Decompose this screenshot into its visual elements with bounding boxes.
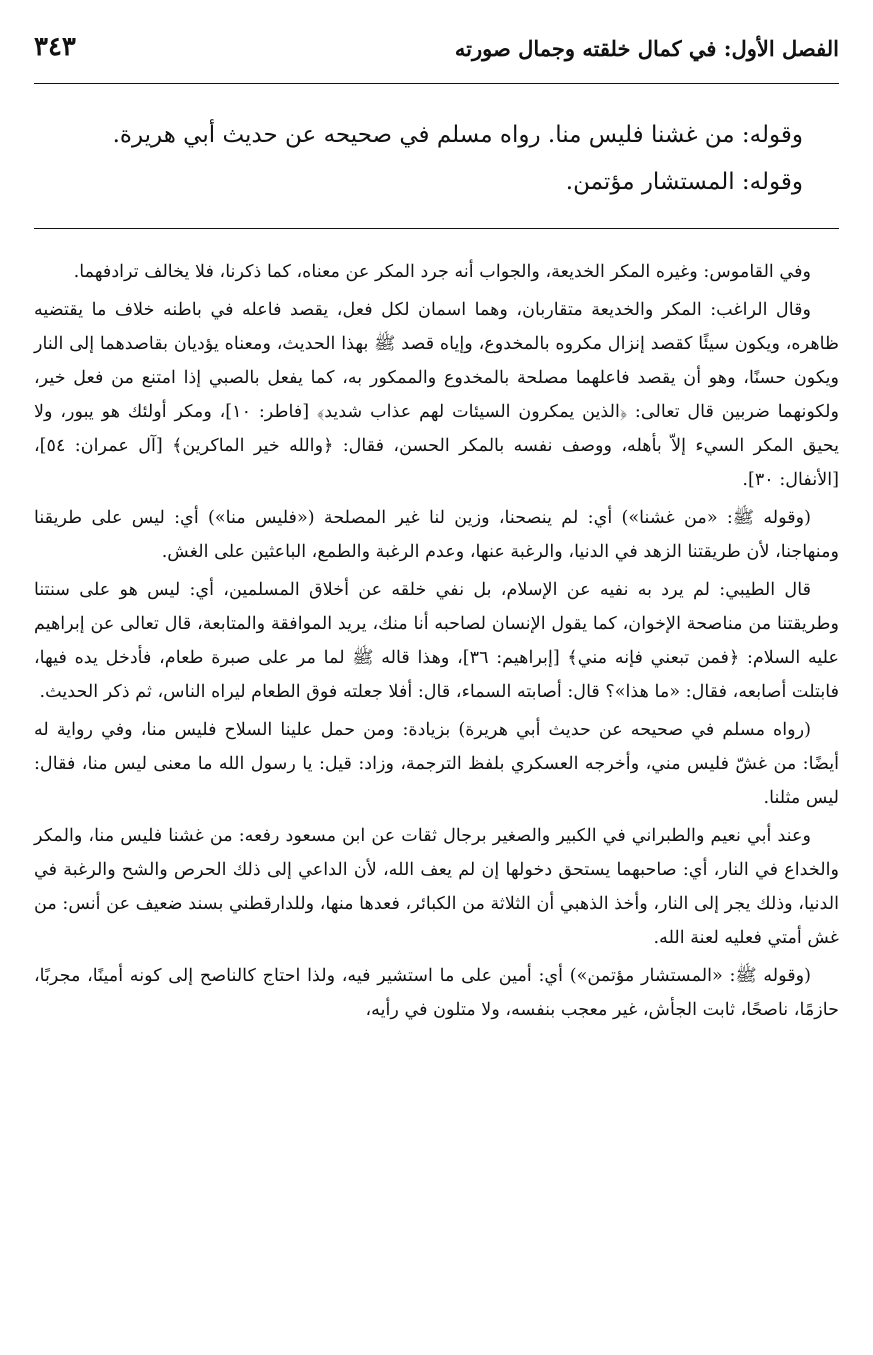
commentary-paragraph: وعند أبي نعيم والطبراني في الكبير والصغير برجال ثقات عن ابن مسعود رفعه: من غشنا فليس منا، والمكر والخداع في النار، أي: صاحبهما يستحق دخولها إن لم يعف الله، لأن الداعي إلى ذلك الحرص والشح والرغبة في الدنيا، وذلك يجر إلى النار، وأخذ الذهبي أن الثلاثة من الكبائر، فعدها منها، وللدارقطني بسند ضعيف عن أنس: من غش أمتي فعليه لعنة الله. (34, 826, 839, 948)
header-divider (34, 83, 839, 84)
commentary-block (34, 255, 839, 1031)
page-header (34, 30, 839, 76)
chapter-title: الفصل الأول: في كمال خلقته وجمال صورته (454, 36, 839, 61)
commentary-paragraph: قال الطيبي: لم يرد به نفيه عن الإسلام، بل نفي خلقه عن أخلاق المسلمين، أي: ليس هو على سنتنا وطريقتنا من مناصحة الإخوان، كما يقول الإنسان لصاحبه أنا منك، يريد الموافقة والمتابعة، قال تعالى عن إبراهيم عليه السلام: ﴿فمن تبعني فإنه مني﴾ [إبراهيم: ٣٦]، وهذا قاله ﷺ لما مر على صبرة طعام، فأدخل يده فيها، فابتلت أصابعه، فقال: «ما هذا»؟ قال: أصابته السماء، قال: أفلا جعلته فوق الطعام ليراه الناس، ثم ذكر الحديث. (34, 580, 840, 702)
commentary-paragraph: وفي القاموس: وغيره المكر الخديعة، والجواب أنه جرد المكر عن معناه، كما ذكرنا، فلا يخالف ترادفهما. (73, 262, 811, 282)
section-divider (34, 228, 839, 229)
hadith-text-block (40, 112, 803, 206)
hadith-line: وقوله: المستشار مؤتمن. (565, 169, 803, 195)
page-number: ٣٤٣ (34, 32, 76, 62)
commentary-paragraph: وقال الراغب: المكر والخديعة متقاربان، وهما اسمان لكل فعل، يقصد فاعله في باطنه خلاف ما يقتضيه ظاهره، ويكون سيئًا كقصد إنزال مكروه بالمخدوع، وإياه قصد ﷺ بهذا الحديث، ومعناه يؤديان بقاصدهما إلى النار ويكون حسنًا، وهو أن يقصد فاعلهما مصلحة بالمخدوع والممكور به، كما يفعل بالصبي إذا امتنع من فعل خير، ولكونهما ضربين قال تعالى: ﴿الذين يمكرون السيئات لهم عذاب شديد﴾ [فاطر: ١٠]، ومكر أولئك هو يبور، ولا يحيق المكر السيء إلاّ بأهله، ووصف نفسه بالمكر الحسن، فقال: ﴿والله خير الماكرين﴾ [آل عمران: ٥٤]، [الأنفال: ٣٠]. (34, 300, 840, 490)
commentary-paragraph: (وقوله ﷺ: «المستشار مؤتمن») أي: أمين على ما استشير فيه، ولذا احتاج كالناصح إلى كونه أمينًا، مجربًا، حازمًا، ناصحًا، ثابت الجأش، غير معجب بنفسه، ولا متلون في رأيه، (34, 966, 839, 1020)
commentary-paragraph: (رواه مسلم في صحيحه عن حديث أبي هريرة) بزيادة: ومن حمل علينا السلاح فليس منا، وفي رواية له أيضًا: من غشّ فليس مني، وأخرجه العسكري بلفظ الترجمة، وزاد: قيل: يا رسول الله ما معنى ليس منا، فقال: ليس مثلنا. (34, 720, 839, 808)
hadith-line: وقوله: من غشنا فليس منا. رواه مسلم في صحيحه عن حديث أبي هريرة. (112, 122, 803, 148)
commentary-paragraph: (وقوله ﷺ: «من غشنا») أي: لم ينصحنا، وزين لنا غير المصلحة («فليس منا») أي: ليس على طريقنا ومنهاجنا، لأن طريقتنا الزهد في الدنيا، والرغبة عنها، وعدم الرغبة والطمع، الباعثين على الغش. (34, 508, 839, 562)
